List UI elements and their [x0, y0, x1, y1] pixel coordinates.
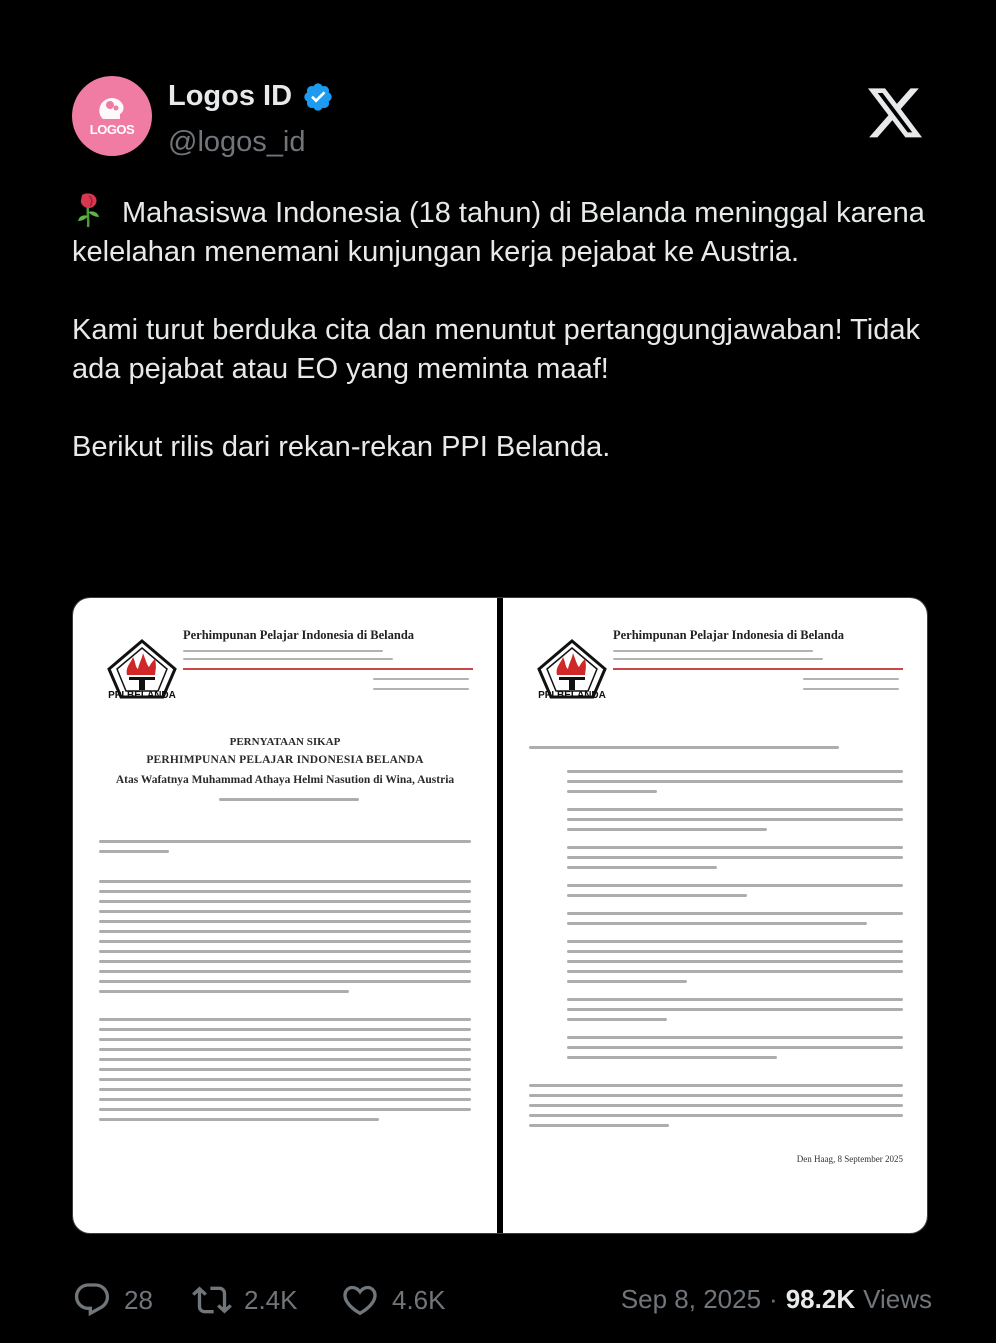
document-title-org: PERHIMPUNAN PELAJAR INDONESIA BELANDA — [146, 754, 424, 766]
repost-icon — [192, 1280, 232, 1320]
address-line — [183, 650, 383, 652]
tweet-paragraph-2: Kami turut berduka cita dan menuntut pertanggungjawaban! Tidak ada pejabat atau EO yang meminta maaf! — [72, 314, 920, 385]
crest-label: PPI BELANDA — [108, 690, 176, 701]
address-line — [613, 658, 823, 660]
repost-button[interactable] — [192, 1280, 298, 1320]
repost-count: 2.4K — [244, 1284, 298, 1315]
action-bar — [72, 1280, 932, 1326]
address-line — [183, 658, 393, 660]
document-title: PERNYATAAN SIKAP — [229, 736, 341, 748]
document-signoff: Den Haag, 8 September 2025 — [796, 1154, 903, 1164]
document-org-name: Perhimpunan Pelajar Indonesia di Belanda — [613, 628, 845, 642]
tweet-media[interactable] — [72, 597, 928, 1234]
verified-badge-icon — [302, 81, 334, 113]
tweet-date[interactable]: Sep 8, 2025 — [620, 1284, 762, 1314]
heart-icon — [340, 1280, 380, 1320]
reply-button[interactable] — [72, 1280, 153, 1320]
document-org-name: Perhimpunan Pelajar Indonesia di Belanda — [183, 628, 415, 642]
crest-label: PPI BELANDA — [538, 690, 606, 701]
document-page-left[interactable] — [73, 598, 497, 1233]
wilted-rose-icon — [72, 192, 106, 228]
handle[interactable]: @logos_id — [168, 126, 306, 158]
x-logo-icon[interactable] — [868, 88, 924, 140]
views-count: 98.2K — [785, 1284, 856, 1314]
address-line — [613, 650, 813, 652]
website-line — [373, 678, 469, 680]
like-count: 4.6K — [392, 1284, 446, 1315]
head-icon — [95, 95, 129, 121]
avatar[interactable] — [72, 76, 152, 156]
display-name[interactable] — [168, 80, 334, 113]
tweet-paragraph-1: Mahasiswa Indonesia (18 tahun) di Belanda meninggal karena kelelahan menemani kunjungan kerja pejabat ke Austria. — [72, 192, 932, 272]
red-rule — [613, 668, 903, 670]
reply-count: 28 — [124, 1284, 153, 1315]
tweet-text — [72, 192, 932, 467]
tweet-paragraph-3: Berikut rilis dari rekan-rekan PPI Belanda. — [72, 431, 611, 463]
like-button[interactable] — [340, 1280, 446, 1320]
document-subtitle: Atas Wafatnya Muhammad Athaya Helmi Nasution di Wina, Austria — [115, 774, 455, 786]
red-rule — [183, 668, 473, 670]
document-page-right[interactable] — [503, 598, 928, 1233]
email-line — [373, 688, 469, 690]
views-label: Views — [863, 1284, 932, 1314]
display-name-text: Logos ID — [168, 80, 293, 112]
reply-icon — [72, 1280, 112, 1320]
avatar-logo-text: LOGOS — [89, 121, 135, 137]
tweet-meta — [621, 1284, 932, 1315]
meta-separator: · — [769, 1284, 778, 1314]
website-line — [803, 678, 899, 680]
email-line — [803, 688, 899, 690]
document-number — [219, 798, 359, 801]
